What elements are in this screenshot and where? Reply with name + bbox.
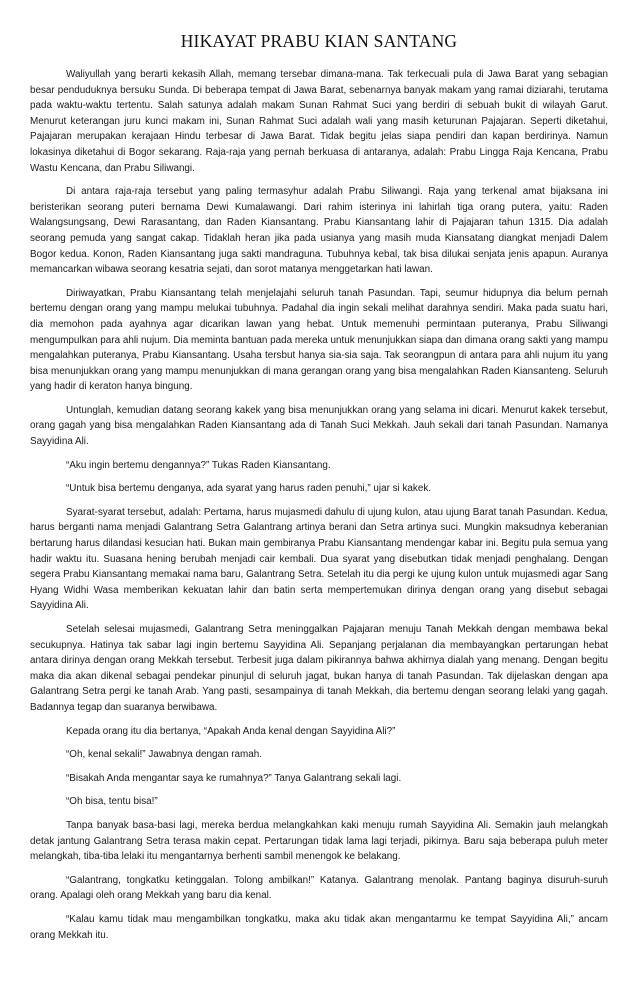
paragraph: “Untuk bisa bertemu denganya, ada syarat yang harus raden penuhi,” ujar si kakek. (66, 483, 432, 495)
paragraph: “Oh bisa, tentu bisa!” (66, 796, 158, 808)
paragraph: Kepada orang itu dia bertanya, “Apakah Anda kenal dengan Sayyidina Ali?” (66, 725, 396, 737)
paragraph: “Oh, kenal sekali!” Jawabnya dengan ramah. (66, 749, 262, 761)
paragraph: Setelah selesai mujasmedi, Galantrang Setra meninggalkan Pajajaran menuju Tanah Mekkah dengan membawa bekal secukupnya. Hatinya tak sabar lagi ingin bertemu Sayyidina Ali. Sepanjang perjalanan dia membayangkan pertarungan hebat antara dirinya dengan orang Mekkah tersebut. Terbesit juga dalam pikirannya bahwa akhirnya dialah yang menang. Dengan begitu maka dia akan dikenal sebagai pendekar pinunjul di seluruh jagat, bukan hanya di tanah Pasundan. Tak dijelaskan dengan apa Galantrang Setra pergi ke tanah Arab. Yang pasti, sesampainya di tanah Mekkah, dia bertemu dengan seorang lelaki yang gagah. Badannya tegap dan suaranya berwibawa. (30, 624, 608, 713)
document-body (30, 67, 608, 951)
paragraph: Untunglah, kemudian datang seorang kakek yang bisa menunjukkan orang yang selama ini dicari. Menurut kakek tersebut, orang gagah yang bisa mengalahkan Raden Kiansantang ada di Tanah Suci Mekkah. Jauh sekali dari tanah Pasundan. Namanya Sayyidina Ali. (30, 404, 608, 448)
document-title: HIKAYAT PRABU KIAN SANTANG (180, 31, 458, 51)
paragraph: Tanpa banyak basa-basi lagi, mereka berdua melangkahkan kaki menuju rumah Sayyidina Ali. Semakin jauh melangkah detak jantung Galantrang Setra terasa makin cepat. Pertarungan tidak lama lagi terjadi, pikirnya. Baru saja beberapa puluh meter melangkah, tiba-tiba lelaki itu mengantarnya berhenti sambil menengok ke belakang. (30, 819, 608, 863)
paragraph: “Kalau kamu tidak mau mengambilkan tongkatku, maka aku tidak akan mengantarmu ke tempat Sayyidina Ali,” ancam orang Mekkah itu. (30, 913, 608, 941)
paragraph: “Galantrang, tongkatku ketinggalan. Tolong ambilkan!” Katanya. Galantrang menolak. Pantang baginya disuruh-suruh orang. Apalagi oleh orang Mekkah yang baru dia kenal. (30, 874, 608, 902)
paragraph: “Aku ingin bertemu dengannya?” Tukas Raden Kiansantang. (66, 459, 331, 471)
paragraph: Diriwayatkan, Prabu Kiansantang telah menjelajahi seluruh tanah Pasundan. Tapi, seumur hidupnya dia belum pernah bertemu dengan orang yang mampu melukai tubuhnya. Padahal dia ingin sekali melihat darahnya sendiri. Maka pada suatu hari, dia memohon pada ayahnya agar dicarikan lawan yang hebat. Untuk memenuhi permintaan puteranya, Prabu Siliwangi mengumpulkan para ahli nujum. Dia meminta bantuan pada mereka untuk menunjukkan siapa dan dimana orang sakti yang mampu mengalahkan puteranya, Prabu Kiansantang. Usaha tersbut hanya sia-sia saja. Tak seorangpun di antara para ahli nujum itu yang bisa menunjukkan orang yang mampu menunjukkan di mana gerangan orang yang bisa mengalahkan Raden Kiansanteng. Seluruh yang hadir di keraton hanya bingung. (30, 287, 608, 393)
paragraph: “Bisakah Anda mengantar saya ke rumahnya?” Tanya Galantrang sekali lagi. (66, 772, 402, 784)
paragraph: Di antara raja-raja tersebut yang paling termasyhur adalah Prabu Siliwangi. Raja yang terkenal amat bijaksana ini beristerikan seorang puteri bernama Dewi Kumalawangi. Dari rahim isterinya ini lahirlah tiga orang putera, yaitu: Raden Walangsungsang, Dewi Rarasantang, dan Raden Kiansantang. Prabu Kiansantang lahir di Pajajaran tahun 1315. Dia adalah seorang pemuda yang sangat cakap. Tidaklah heran jika pada usianya yang masih muda Kiansatang diangkat menjadi Dalem Bogor kedua. Konon, Raden Kiansantang juga sakti mandraguna. Tubuhnya kebal, tak bisa dilukai senjata jenis apapun. Auranya memancarkan wibawa seorang kesatria sejati, dan sorot matanya menggetarkan hati lawan. (30, 186, 608, 276)
paragraph: Syarat-syarat tersebut, adalah: Pertama, harus mujasmedi dahulu di ujung kulon, atau ujung Barat tanah Pasundan. Kedua, harus berganti nama menjadi Galantrang Setra Galantrang artinya berani dan Setra artinya suci. Mungkin maksudnya keberanian bertarung harus dilandasi kesucian hati. Bukan main gembiranya Prabu Kiansantang mendengar kabar ini. Begitu pula semua yang hadir waktu itu. Suasana hening berubah menjadi cair kembali. Dua syarat yang disebutkan tidak menjadi penghalang. Dengan segera Prabu Kiansantang memakai nama baru, Galantrang Setra. Setelah itu dia pergi ke ujung kulon untuk mujasmedi agar Sang Hyang Widhi Wasa memberikan kekuatan lahir dan batin serta mempertemukan dirinya dengan orang yang disebut sebagai Sayyidina Ali. (30, 506, 608, 612)
paragraph: Waliyullah yang berarti kekasih Allah, memang tersebar dimana-mana. Tak terkecuali pula di Jawa Barat yang sebagian besar penduduknya bersuku Sunda. Di beberapa tempat di Jawa Barat, sebenarnya banyak makam yang ramai diziarahi, terutama pada waktu-waktu tertentu. Salah satunya adalah makam Sunan Rahmat Suci yang berdiri di sebuah bukit di wilayah Garut. Menurut keterangan juru kunci makam ini, Sunan Rahmat Suci adalah wali yang masih keturunan Pajajaran. Seperti diketahui, Pajajaran merupakan kerajaan Hindu terbesar di Jawa Barat. Tidak begitu jelas siapa pendiri dan kapan berdirinya. Namun lokasinya diketahui di Bogor sekarang. Raja-raja yang pernah berkuasa di antaranya, adalah: Prabu Lingga Raja Kencana, Prabu Wastu Kencana, dan Prabu Siliwangi. (30, 69, 608, 174)
